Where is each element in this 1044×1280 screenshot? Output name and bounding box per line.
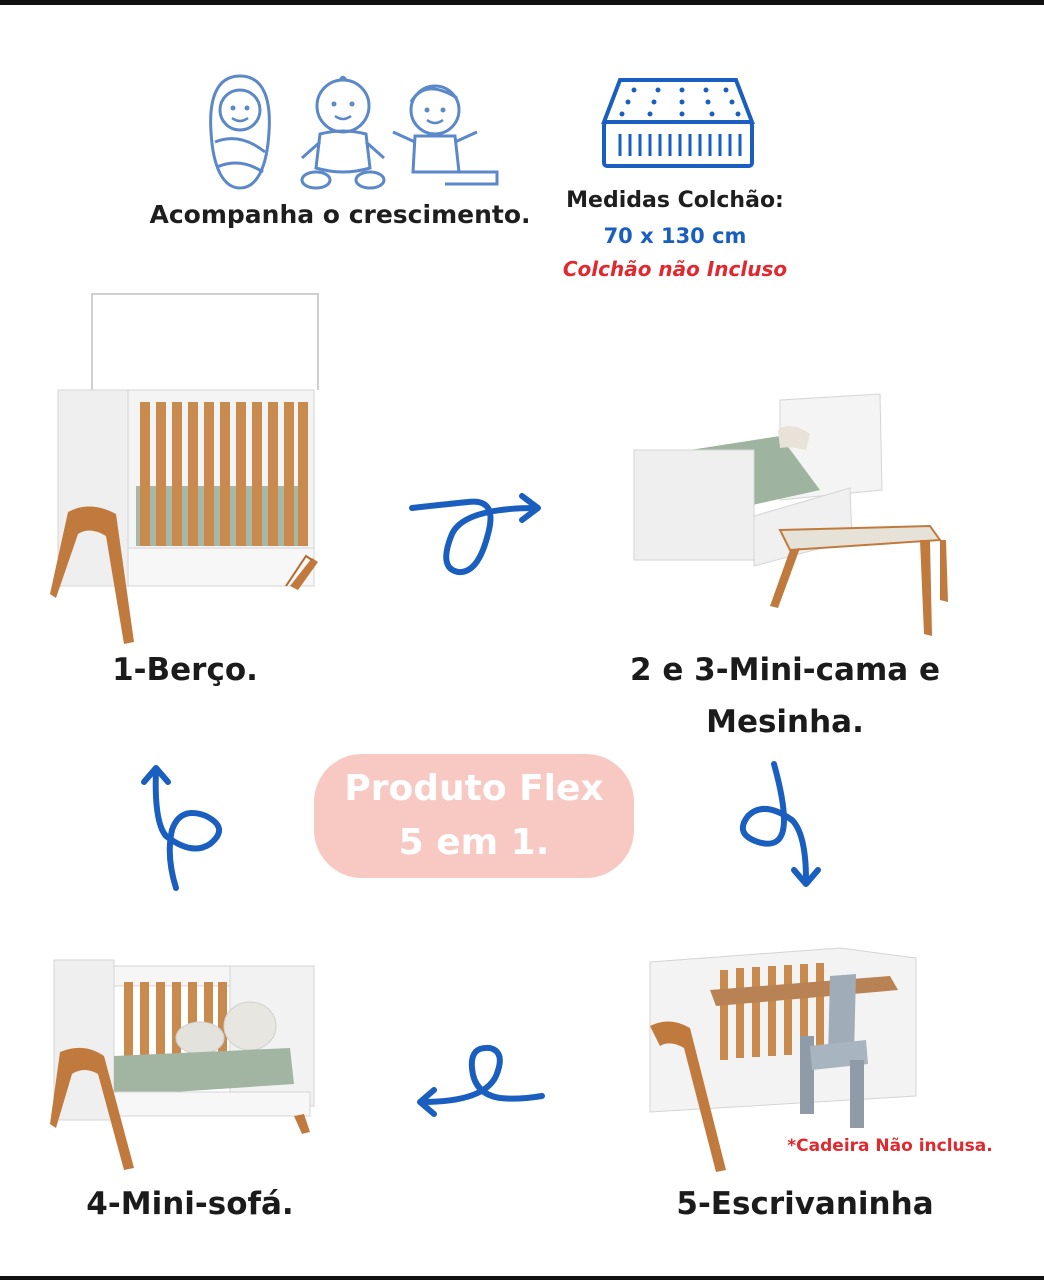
product-flex-title: Produto Flex [344,768,604,809]
loop-arrow-icon [136,756,236,896]
bottom-border [0,1276,1044,1280]
toddler-icon [385,72,505,192]
loop-arrow-icon [408,484,548,584]
minibed-illustration [630,390,950,650]
stage-desk-label: 5-Escrivaninha [676,1186,934,1222]
sitting-baby-icon [298,72,388,192]
top-border [0,0,1044,5]
mattress-note: Colchão não Incluso [562,257,788,281]
loop-arrow-icon [408,1040,548,1120]
mattress-title: Medidas Colchão: [566,188,784,213]
swaddled-baby-icon [205,72,275,192]
stage-crib-label: 1-Berço. [112,652,258,688]
stage-minisofa-label: 4-Mini-sofá. [86,1186,294,1222]
growth-caption: Acompanha o crescimento. [149,200,531,229]
chair-not-included-note: *Cadeira Não inclusa. [787,1136,993,1156]
stage-minibed-label-line1: 2 e 3-Mini-cama e [630,652,940,688]
minisofa-illustration [50,956,320,1176]
stage-minibed-label-line2: Mesinha. [706,704,864,740]
mattress-icon [598,72,758,172]
loop-arrow-icon [728,760,828,890]
product-flex-subtitle: 5 em 1. [398,822,550,863]
mattress-size: 70 x 130 cm [603,224,747,248]
crib-illustration [50,290,330,650]
